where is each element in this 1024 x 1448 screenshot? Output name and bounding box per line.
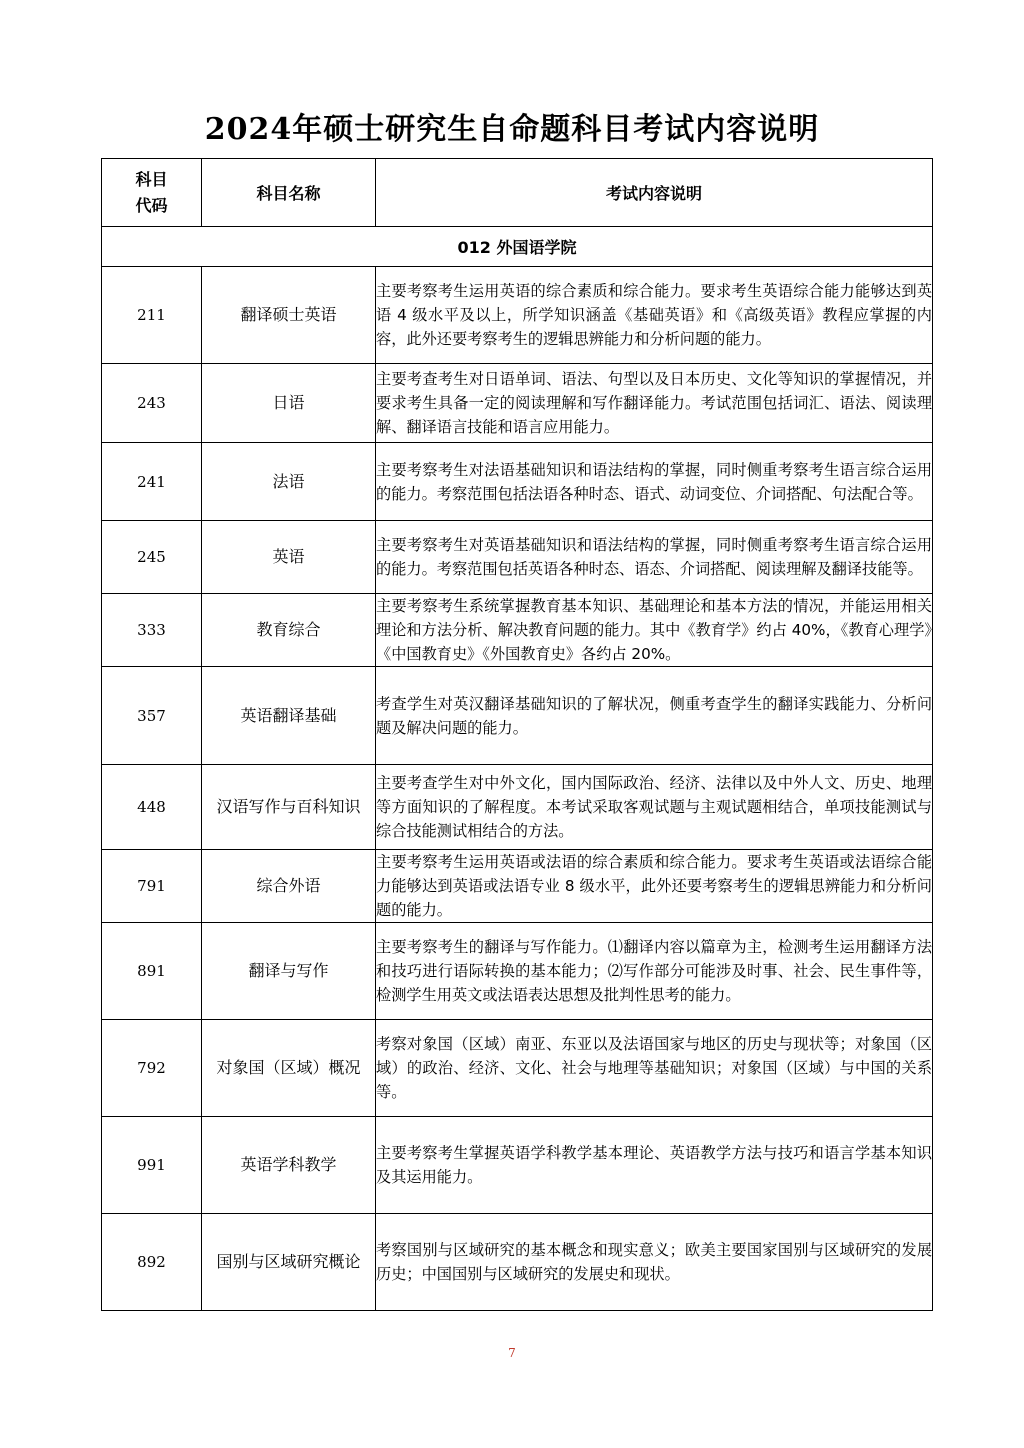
subject-code: 891 (102, 923, 202, 1020)
subject-name: 国别与区域研究概论 (202, 1214, 376, 1311)
subject-description: 主要考察考生对法语基础知识和语法结构的掌握，同时侧重考察考生语言综合运用的能力。考察范围包括法语各种时态、语式、动词变位、介词搭配、句法配合等。 (376, 443, 933, 521)
table-row (102, 850, 933, 923)
subject-code: 991 (102, 1117, 202, 1214)
subject-code: 243 (102, 364, 202, 443)
subject-name: 综合外语 (202, 850, 376, 923)
subject-name: 英语学科教学 (202, 1117, 376, 1214)
page-number: 7 (508, 1346, 516, 1360)
table-row (102, 667, 933, 765)
subject-description: 考察对象国（区域）南亚、东亚以及法语国家与地区的历史与现状等；对象国（区域）的政治、经济、文化、社会与地理等基础知识；对象国（区域）与中国的关系等。 (376, 1020, 933, 1117)
subject-name: 教育综合 (202, 594, 376, 667)
subject-name: 汉语写作与百科知识 (202, 765, 376, 850)
department-row (102, 227, 933, 267)
subject-code: 333 (102, 594, 202, 667)
subject-code: 211 (102, 267, 202, 364)
subject-description: 主要考察考生的翻译与写作能力。⑴翻译内容以篇章为主，检测考生运用翻译方法和技巧进行语际转换的基本能力；⑵写作部分可能涉及时事、社会、民生事件等，检测学生用英文或法语表达思想及批判性思考的能力。 (376, 923, 933, 1020)
subject-name: 英语 (202, 521, 376, 594)
subject-code: 241 (102, 443, 202, 521)
subject-description: 主要考察考生系统掌握教育基本知识、基础理论和基本方法的情况，并能运用相关理论和方法分析、解决教育问题的能力。其中《教育学》约占 40%，《教育心理学》《中国教育史》《外国教育史》各约占 20%。 (376, 594, 933, 667)
table-row (102, 594, 933, 667)
subject-name: 翻译与写作 (202, 923, 376, 1020)
subject-description: 主要考查学生对中外文化，国内国际政治、经济、法律以及中外人文、历史、地理等方面知识的了解程度。本考试采取客观试题与主观试题相结合，单项技能测试与综合技能测试相结合的方法。 (376, 765, 933, 850)
subject-description: 主要考察考生运用英语或法语的综合素质和综合能力。要求考生英语或法语综合能力能够达到英语或法语专业 8 级水平，此外还要考察考生的逻辑思辨能力和分析问题的能力。 (376, 850, 933, 923)
subject-code: 892 (102, 1214, 202, 1311)
subject-description: 主要考查考生对日语单词、语法、句型以及日本历史、文化等知识的掌握情况，并要求考生具备一定的阅读理解和写作翻译能力。考试范围包括词汇、语法、阅读理解、翻译语言技能和语言应用能力。 (376, 364, 933, 443)
table-row (102, 765, 933, 850)
subject-description: 主要考察考生对英语基础知识和语法结构的掌握，同时侧重考察考生语言综合运用的能力。考察范围包括英语各种时态、语态、介词搭配、阅读理解及翻译技能等。 (376, 521, 933, 594)
table-row (102, 364, 933, 443)
table-row (102, 1214, 933, 1311)
subject-code: 448 (102, 765, 202, 850)
subject-description: 主要考察考生掌握英语学科教学基本理论、英语教学方法与技巧和语言学基本知识及其运用能力。 (376, 1117, 933, 1214)
subject-description: 考察国别与区域研究的基本概念和现实意义；欧美主要国家国别与区域研究的发展历史；中国国别与区域研究的发展史和现状。 (376, 1214, 933, 1311)
header-code: 科目代码 (102, 159, 202, 227)
table-row (102, 267, 933, 364)
header-desc: 考试内容说明 (376, 159, 933, 227)
subject-name: 法语 (202, 443, 376, 521)
table-row (102, 1020, 933, 1117)
subject-description: 主要考察考生运用英语的综合素质和综合能力。要求考生英语综合能力能够达到英语 4 级水平及以上，所学知识涵盖《基础英语》和《高级英语》教程应掌握的内容，此外还要考察考生的逻辑思辨能力和分析问题的能力。 (376, 267, 933, 364)
subject-code: 245 (102, 521, 202, 594)
exam-subjects-table (101, 158, 933, 1311)
subject-name: 日语 (202, 364, 376, 443)
header-name: 科目名称 (202, 159, 376, 227)
subject-code: 791 (102, 850, 202, 923)
subject-name: 翻译硕士英语 (202, 267, 376, 364)
subject-name: 对象国（区域）概况 (202, 1020, 376, 1117)
table-row (102, 923, 933, 1020)
table-header-row (102, 159, 933, 227)
table-row (102, 1117, 933, 1214)
subject-description: 考查学生对英汉翻译基础知识的了解状况，侧重考查学生的翻译实践能力、分析问题及解决问题的能力。 (376, 667, 933, 765)
table-row (102, 521, 933, 594)
table-row (102, 443, 933, 521)
department-name: 012 外国语学院 (102, 227, 933, 267)
subject-name: 英语翻译基础 (202, 667, 376, 765)
page-title: 2024年硕士研究生自命题科目考试内容说明 (204, 112, 820, 147)
subject-code: 792 (102, 1020, 202, 1117)
subject-code: 357 (102, 667, 202, 765)
